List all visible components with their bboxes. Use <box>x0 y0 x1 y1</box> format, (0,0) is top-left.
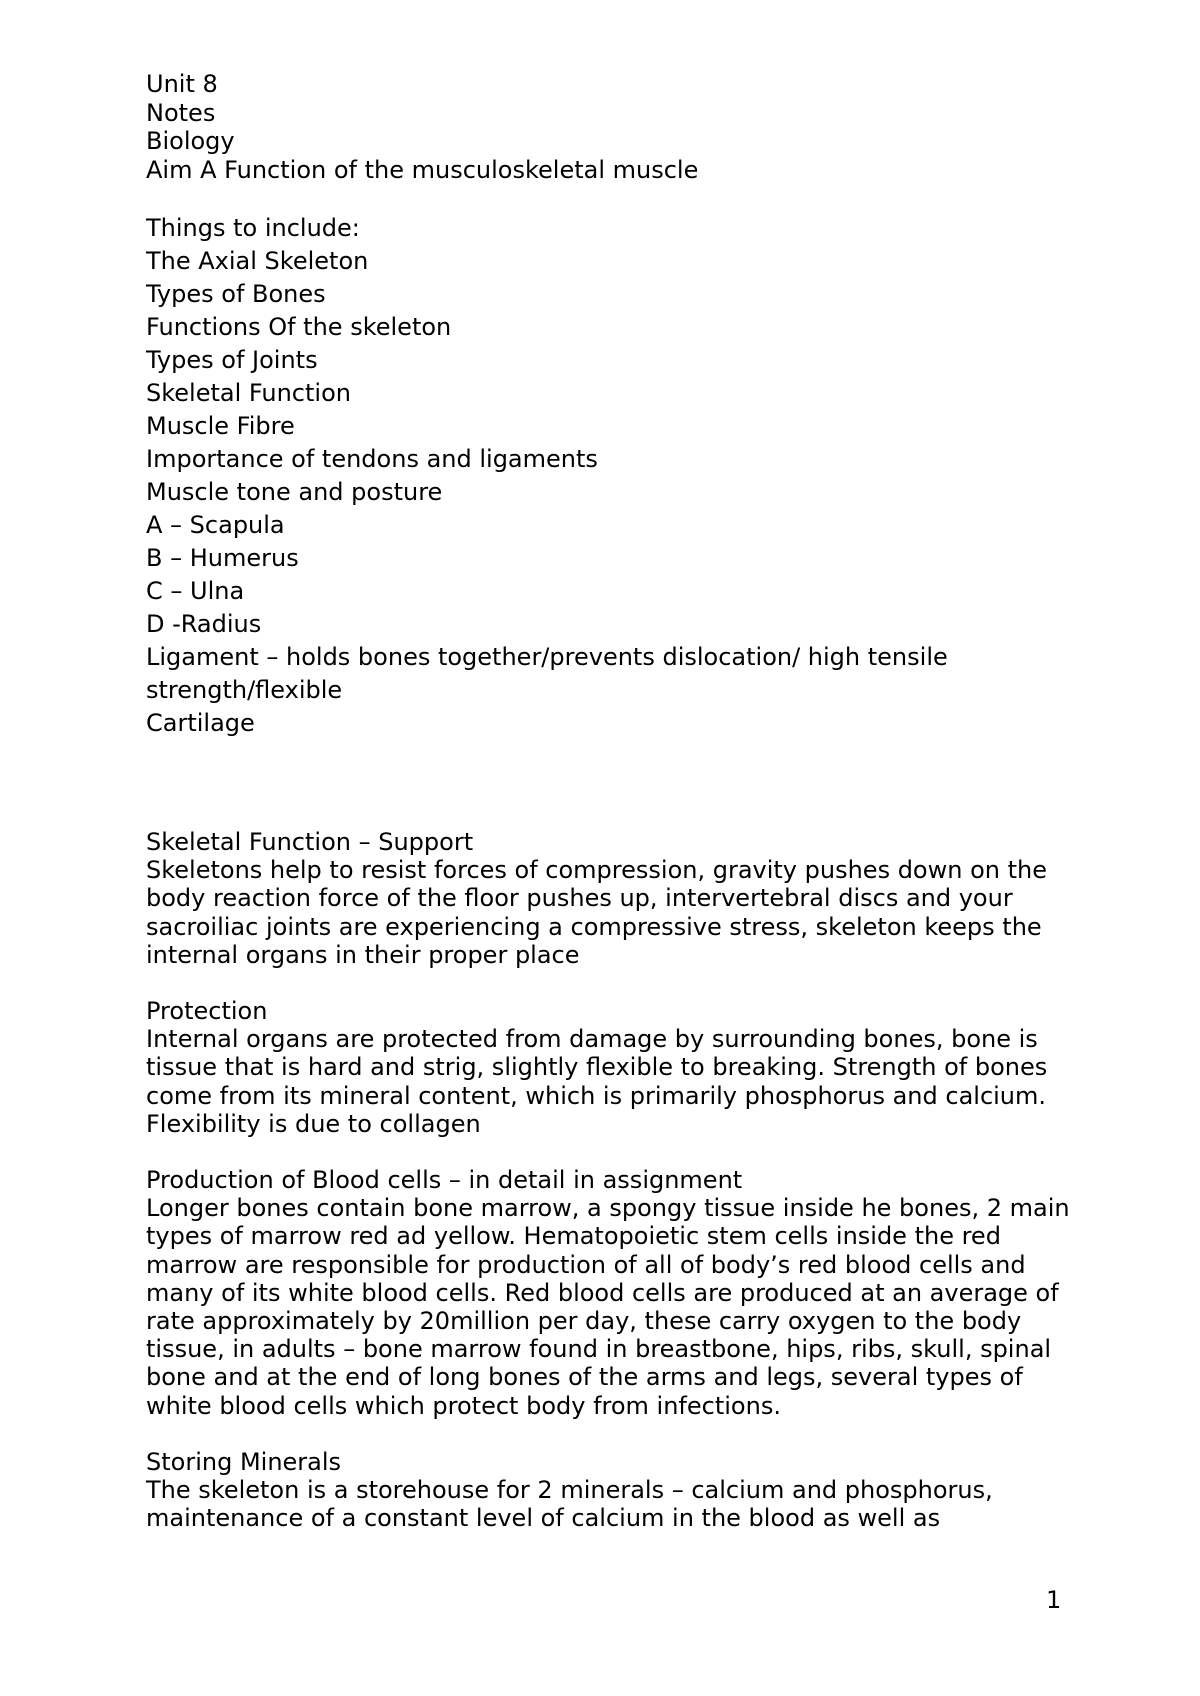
list-item: Muscle Fibre <box>146 412 295 440</box>
section-body: Longer bones contain bone marrow, a spongy tissue inside he bones, 2 main types of marrow red ad yellow. Hematopoietic stem cells inside the red marrow are responsible for production of all of body’s red blood cells and many of its white blood cells. Red blood cells are produced at an average of rate approximately by 20million per day, these carry oxygen to the body tissue, in adults – bone marrow found in breastbone, hips, ribs, skull, spinal bone and at the end of long bones of the arms and legs, several types of white blood cells which protect body from infections. <box>146 1194 1070 1420</box>
notes-label: Notes <box>146 98 216 127</box>
list-item: Skeletal Function <box>146 379 351 407</box>
page-number: 1 <box>1046 1586 1062 1614</box>
list-item: D -Radius <box>146 610 262 638</box>
document-header <box>146 70 1076 184</box>
list-item: C – Ulna <box>146 577 245 605</box>
aim-line: Aim A Function of the musculoskeletal muscle <box>146 155 699 184</box>
section-heading: Skeletal Function – Support <box>146 828 474 856</box>
section-heading: Production of Blood cells – in detail in assignment <box>146 1166 743 1195</box>
list-item: Muscle tone and posture <box>146 478 443 506</box>
section-blood-cells <box>146 1166 1076 1420</box>
section-body: Skeletons help to resist forces of compression, gravity pushes down on the body reaction force of the floor pushes up, intervertebral discs and your sacroiliac joints are experiencing a compressive stress, skeleton keeps the internal organs in their proper place <box>146 856 1047 969</box>
list-item: The Axial Skeleton <box>146 247 369 275</box>
section-support <box>146 828 1076 969</box>
include-list <box>146 212 1076 740</box>
section-body: Internal organs are protected from damage by surrounding bones, bone is tissue that is hard and strig, slightly flexible to breaking. Strength of bones come from its mineral content, which is primarily phosphorus and calcium. Flexibility is due to collagen <box>146 1025 1048 1138</box>
list-item: Types of Bones <box>146 280 326 308</box>
blank-space <box>146 740 1076 828</box>
list-item: Importance of tendons and ligaments <box>146 445 598 473</box>
section-storing-minerals <box>146 1448 1076 1533</box>
document-body <box>146 70 1076 1532</box>
section-heading: Protection <box>146 997 268 1026</box>
list-item: Types of Joints <box>146 346 318 374</box>
list-item: Functions Of the skeleton <box>146 313 452 341</box>
list-item: Ligament – holds bones together/prevents dislocation/ high tensile strength/flexible <box>146 643 948 704</box>
list-item: B – Humerus <box>146 544 299 572</box>
section-protection <box>146 997 1076 1138</box>
unit-label: Unit 8 <box>146 70 218 98</box>
section-heading: Storing Minerals <box>146 1447 342 1476</box>
subject-label: Biology <box>146 127 235 155</box>
list-item: Cartilage <box>146 709 255 737</box>
list-item: A – Scapula <box>146 511 285 539</box>
include-list-title: Things to include: <box>146 214 360 242</box>
section-body: The skeleton is a storehouse for 2 minerals – calcium and phosphorus, maintenance of a constant level of calcium in the blood as well as <box>146 1476 993 1533</box>
